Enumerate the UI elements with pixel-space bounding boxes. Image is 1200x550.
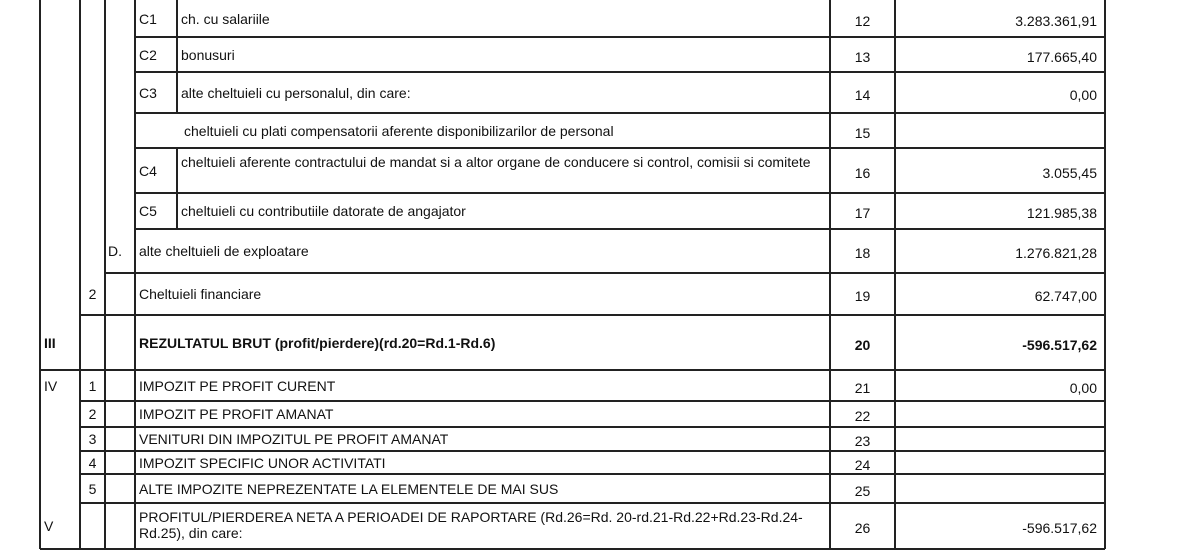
row-index: 2 — [88, 286, 97, 302]
row-value: 62.747,00 — [1034, 288, 1097, 304]
row-subgroup: D. — [108, 243, 122, 259]
column-border — [39, 0, 41, 549]
row-border — [135, 147, 1105, 149]
row-value: -596.517,62 — [1022, 336, 1097, 353]
row-border — [135, 71, 1105, 73]
row-number: 18 — [854, 245, 871, 261]
row-label: alte cheltuieli cu personalul, din care: — [181, 84, 411, 101]
row-value: 3.055,45 — [1042, 164, 1097, 181]
row-label: cheltuieli cu contributiile datorate de angajator — [181, 203, 466, 219]
row-border — [135, 228, 1105, 230]
row-number: 14 — [854, 86, 871, 103]
row-label: ALTE IMPOZITE NEPREZENTATE LA ELEMENTELE DE MAI SUS — [139, 480, 559, 497]
row-number: 23 — [854, 433, 871, 449]
row-label: VENITURI DIN IMPOZITUL PE PROFIT AMANAT — [139, 431, 449, 447]
row-number: 20 — [854, 336, 871, 353]
row-code: C5 — [139, 203, 157, 219]
column-border — [104, 0, 106, 315]
row-number: 13 — [854, 48, 871, 65]
row-number: 26 — [854, 520, 871, 536]
row-border — [135, 192, 1105, 194]
row-number: 15 — [854, 124, 871, 141]
row-label: PROFITUL/PIERDEREA NETA A PERIOADEI DE RAPORTARE (Rd.26=Rd. 20-rd.21-Rd.22+Rd.23-Rd.24-Rd.25), din care: — [139, 509, 803, 541]
column-border — [176, 0, 178, 113]
column-border — [176, 148, 178, 229]
row-border — [80, 426, 1105, 428]
row-code: C3 — [139, 84, 157, 101]
row-label: IMPOZIT SPECIFIC UNOR ACTIVITATI — [139, 454, 386, 471]
row-label: bonusuri — [181, 46, 235, 63]
row-number: 12 — [854, 12, 871, 29]
row-index: 3 — [88, 431, 97, 447]
row-number: 24 — [854, 456, 871, 473]
row-border — [135, 36, 1105, 38]
row-label: IMPOZIT PE PROFIT CURENT — [139, 377, 336, 394]
row-value: 0,00 — [1069, 86, 1097, 103]
row-number: 19 — [854, 288, 871, 304]
column-border — [134, 229, 136, 273]
row-border — [80, 502, 1105, 504]
row-number: 16 — [854, 164, 871, 181]
row-index: 5 — [88, 480, 97, 497]
row-code: C2 — [139, 46, 157, 63]
row-label: cheltuieli cu plati compensatorii aferente disponibilizarilor de personal — [184, 122, 614, 139]
row-label: REZULTATUL BRUT (profit/pierdere)(rd.20=Rd.1-Rd.6) — [139, 334, 496, 351]
row-label: cheltuieli aferente contractului de mandat si a altor organe de conducere si control, comisii si comitete — [181, 153, 811, 170]
row-border — [135, 112, 1105, 114]
row-border — [40, 369, 1105, 371]
row-label: Cheltuieli financiare — [139, 286, 262, 302]
row-roman-numeral: III — [44, 334, 56, 351]
row-roman-numeral: IV — [44, 377, 58, 394]
row-value: 3.283.361,91 — [1015, 12, 1097, 29]
row-label: ch. cu salariile — [181, 10, 270, 27]
row-index: 2 — [88, 406, 97, 422]
row-number: 21 — [854, 379, 871, 396]
row-label: alte cheltuieli de exploatare — [139, 243, 309, 259]
row-value: 0,00 — [1069, 379, 1097, 396]
row-value: 121.985,38 — [1026, 205, 1097, 221]
row-number: 22 — [854, 408, 871, 424]
column-border — [1104, 0, 1106, 549]
row-value: 1.276.821,28 — [1015, 245, 1097, 261]
row-border — [80, 314, 1105, 316]
row-value: -596.517,62 — [1022, 520, 1097, 536]
row-value: 177.665,40 — [1026, 48, 1097, 65]
row-code: C1 — [139, 10, 157, 27]
row-index: 1 — [88, 377, 97, 394]
row-number: 25 — [854, 482, 871, 499]
row-roman-numeral: V — [44, 518, 54, 534]
row-border — [80, 450, 1105, 452]
column-border — [134, 0, 136, 549]
row-code: C4 — [139, 162, 157, 179]
row-border — [80, 400, 1105, 402]
row-number: 17 — [854, 205, 871, 221]
row-border — [80, 473, 1105, 475]
row-border — [105, 272, 1105, 274]
row-index: 4 — [88, 454, 97, 471]
row-label: IMPOZIT PE PROFIT AMANAT — [139, 406, 334, 422]
